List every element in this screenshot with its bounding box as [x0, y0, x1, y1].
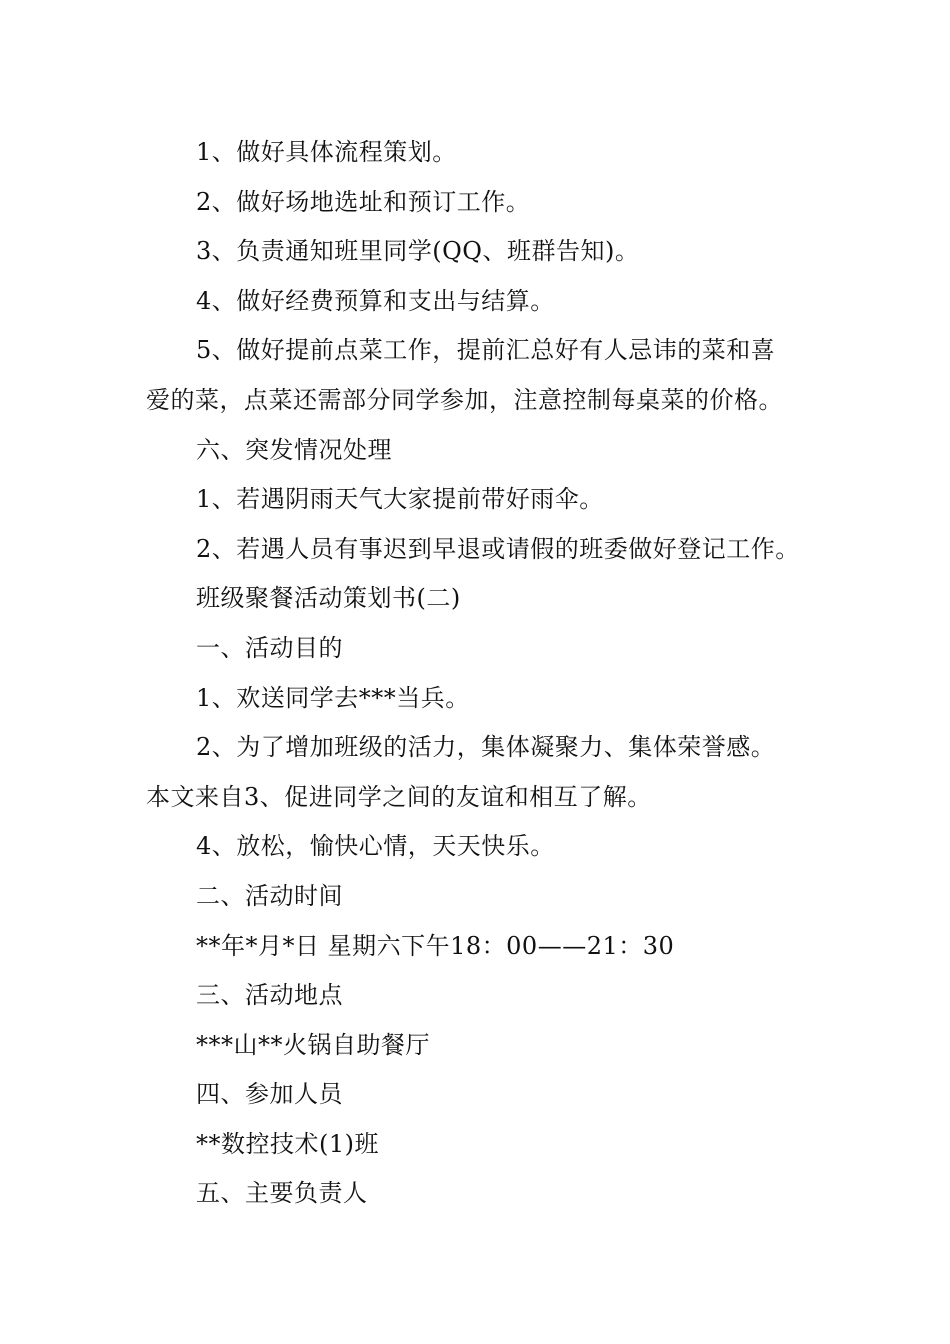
list-item-relax: 4、放松，愉快心情，天天快乐。 — [196, 832, 555, 861]
list-item-budget: 4、做好经费预算和支出与结算。 — [196, 286, 555, 315]
section-heading-leaders: 五、主要负责人 — [196, 1179, 368, 1208]
event-location: ***山**火锅自助餐厅 — [196, 1030, 430, 1059]
list-item-venue: 2、做好场地选址和预订工作。 — [196, 187, 531, 216]
section-heading-time: 二、活动时间 — [196, 881, 343, 910]
section-heading-participants: 四、参加人员 — [196, 1080, 343, 1109]
list-item-farewell: 1、欢送同学去***当兵。 — [196, 683, 470, 712]
section-heading-location: 三、活动地点 — [196, 981, 343, 1010]
list-item-absence: 2、若遇人员有事迟到早退或请假的班委做好登记工作。 — [196, 534, 800, 563]
document-body — [146, 128, 816, 1219]
list-item-rain: 1、若遇阴雨天气大家提前带好雨伞。 — [196, 485, 604, 514]
participants-class: **数控技术(1)班 — [196, 1129, 379, 1158]
document-subtitle: 班级聚餐活动策划书(二) — [196, 584, 461, 613]
list-item-plan-process: 1、做好具体流程策划。 — [196, 138, 457, 166]
section-heading-purpose: 一、活动目的 — [196, 633, 343, 662]
event-time: **年*月*日 星期六下午18：00——21：30 — [196, 931, 675, 960]
list-item-notify: 3、负责通知班里同学(QQ、班群告知)。 — [196, 237, 640, 266]
list-item-friendship: 本文来自3、促进同学之间的友谊和相互了解。 — [146, 782, 652, 811]
list-item-cohesion: 2、为了增加班级的活力，集体凝聚力、集体荣誉感。 — [196, 733, 776, 762]
list-item-order-dishes: 5、做好提前点菜工作，提前汇总好有人忌讳的菜和喜 — [196, 336, 776, 365]
list-item-order-dishes-cont: 爱的菜，点菜还需部分同学参加，注意控制每桌菜的价格。 — [146, 385, 783, 414]
section-heading-emergency: 六、突发情况处理 — [196, 435, 392, 464]
